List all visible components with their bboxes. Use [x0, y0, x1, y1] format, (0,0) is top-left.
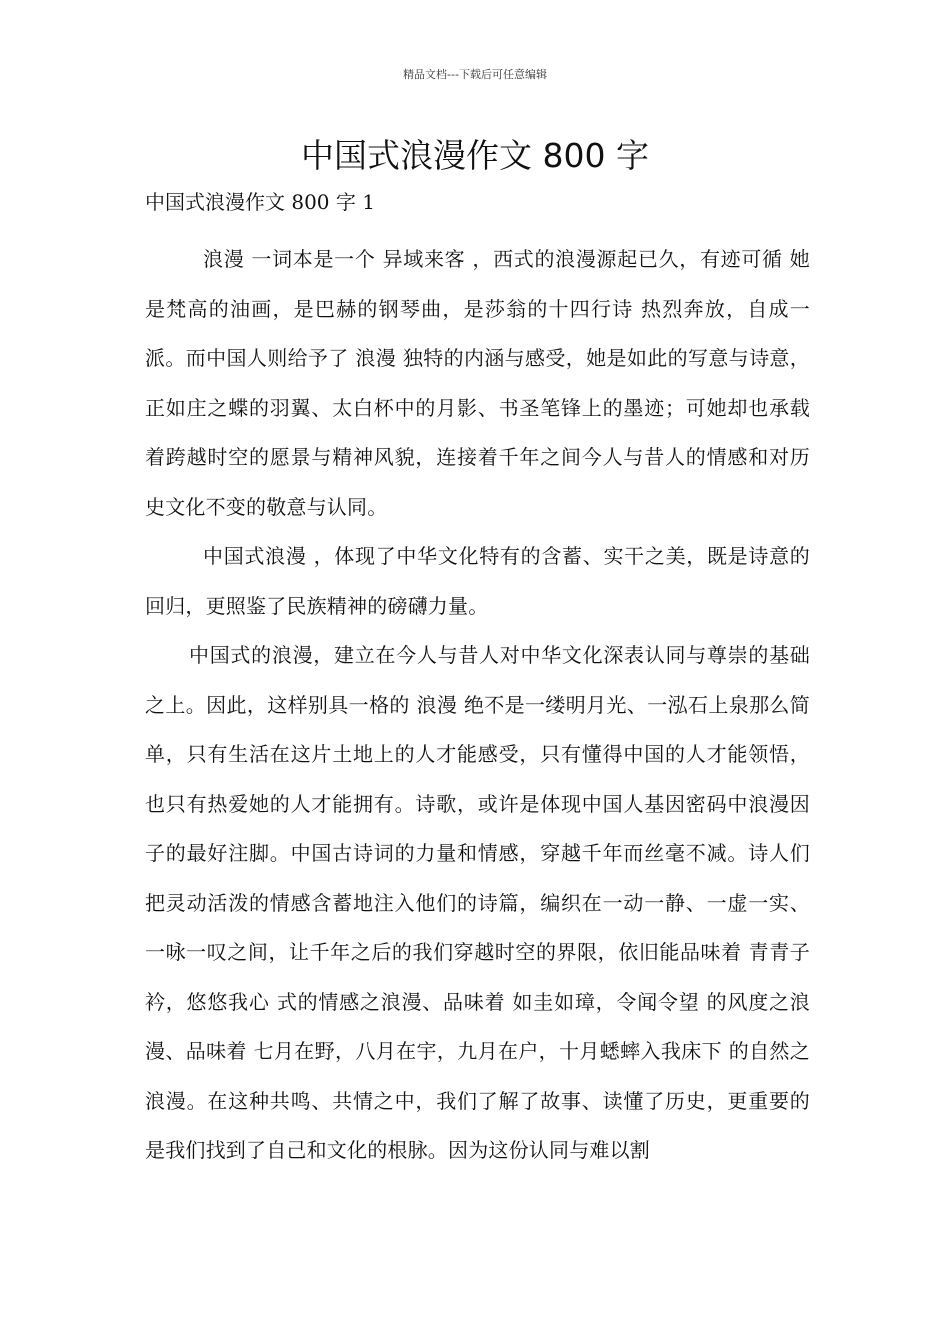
- paragraph-3: 中国式的浪漫，建立在今人与昔人对中华文化深表认同与尊崇的基础之上。因此，这样别具一格的 浪漫 绝不是一缕明月光、一泓石上泉那么简单，只有生活在这片土地上的人才能感受，只有懂得中国的人才能领悟，也只有热爱她的人才能拥有。诗歌，或许是体现中国人基因密码中浪漫因子的最好注脚。中国古诗词的力量和情感，穿越千年而丝毫不减。诗人们把灵动活泼的情感含蓄地注入他们的诗篇，编织在一动一静、一虚一实、一咏一叹之间，让千年之后的我们穿越时空的界限，依旧能品味着 青青子衿，悠悠我心 式的情感之浪漫、品味着 如圭如璋，令闻令望 的风度之浪漫、品味着 七月在野，八月在宇，九月在户，十月蟋蟀入我床下 的自然之浪漫。在这种共鸣、共情之中，我们了解了故事、读懂了历史，更重要的是我们找到了自己和文化的根脉。因为这份认同与难以割: [145, 643, 810, 1162]
- document-subtitle: 中国式浪漫作文 800 字 1: [145, 190, 375, 214]
- paragraph-1: 浪漫 一词本是一个 异域来客 ，西式的浪漫源起已久，有迹可循 她是梵高的油画，是巴赫的钢琴曲，是莎翁的十四行诗 热烈奔放，自成一派。而中国人则给予了 浪漫 独特的内涵与感受，她是如此的写意与诗意，正如庄之蝶的羽翼、太白杯中的月影、书圣笔锋上的墨迹；可她却也承载着跨越时空的愿景与精神风貌，连接着千年之间今人与昔人的情感和对历史文化不变的敬意与认同。: [145, 247, 810, 519]
- document-title: 中国式浪漫作文 800 字: [301, 136, 649, 175]
- document-body: [145, 235, 810, 1176]
- page-header-note: 精品文档---下载后可任意编辑: [403, 68, 547, 81]
- paragraph-2: 中国式浪漫 ，体现了中华文化特有的含蓄、实干之美，既是诗意的回归，更照鉴了民族精神的磅礴力量。: [145, 544, 810, 618]
